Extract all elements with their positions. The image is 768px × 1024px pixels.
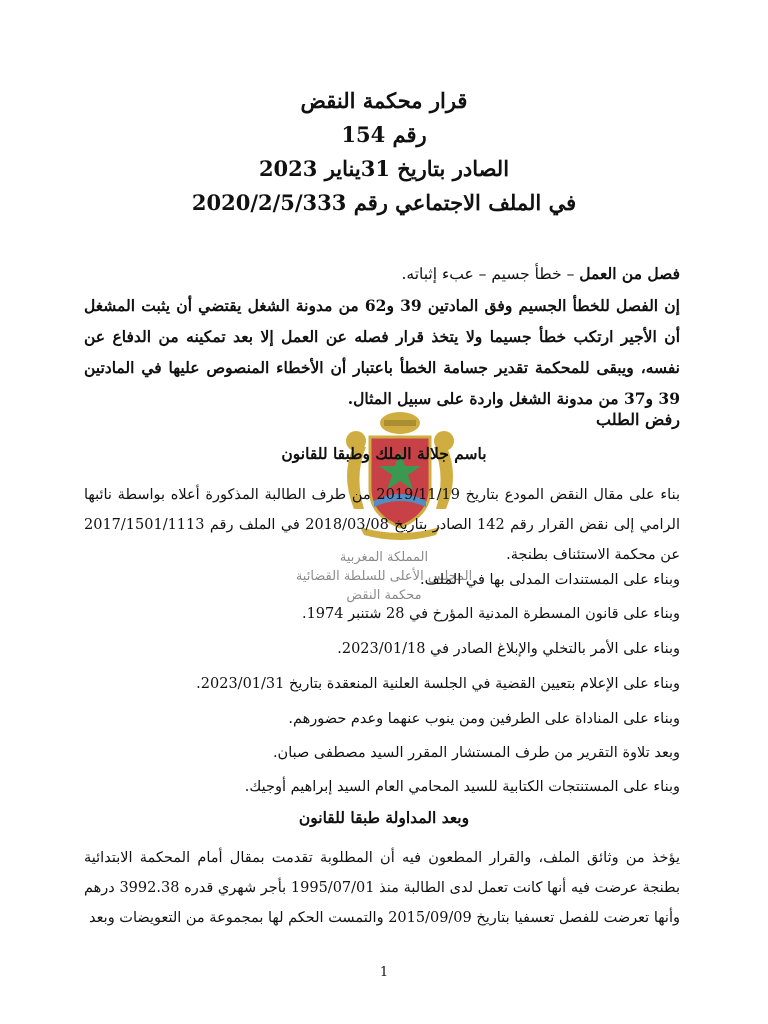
summary-keywords	[84, 258, 680, 290]
recital-cassation-request: بناء على مقال النقض المودع بتاريخ 2019/11/19 من طرف الطالبة المذكورة أعلاه بواسطة نائبها الرامي إلى نقض القرار رقم 142 الصادر بتاريخ 2018/03/08 في الملف رقم 2017/1501/1113 عن محكمة الاستئناف بطنجة.	[84, 487, 680, 563]
recital-civil-procedure: وبناء على قانون المسطرة المدنية المؤرخ في 28 شتنبر 1974.	[301, 606, 680, 622]
recital-documents: وبناء على المستندات المدلى بها في الملف.	[420, 572, 680, 588]
heading-in-the-name-of-the-king: باسم جلالة الملك وطبقا للقانون	[281, 444, 487, 463]
recital-summoning-parties: وبناء على المناداة على الطرفين ومن ينوب عنهما وعدم حضورهم.	[288, 711, 680, 727]
recital-hearing-notice: وبناء على الإعلام بتعيين القضية في الجلسة العلنية المنعقدة بتاريخ 2023/01/31.	[196, 676, 680, 692]
page-number: 1	[379, 965, 389, 980]
header-file-number: في الملف الاجتماعي رقم 2020/2/5/333	[191, 190, 577, 215]
case-summary	[84, 258, 680, 414]
recital-advocate-general: وبناء على المستنتجات الكتابية للسيد المحامي العام السيد إبراهيم أوجيك.	[244, 779, 680, 795]
recital-rapporteur-report: وبعد تلاوة التقرير من طرف المستشار المقرر السيد مصطفى صبان.	[272, 745, 680, 761]
heading-deliberation: وبعد المداولة طبقا للقانون	[298, 808, 470, 827]
summary-keywords-bold: فصل من العمل	[579, 264, 680, 283]
decision-outcome: رفض الطلب	[596, 410, 680, 429]
header-court-decision: قرار محكمة النقض	[300, 88, 468, 113]
watermark-judicial-council: المجلس الأعلى للسلطة القضائية	[295, 569, 473, 584]
watermark-kingdom: المملكة المغربية	[339, 550, 429, 565]
summary-keywords-rest: – خطأ جسيم – عبء إثباته.	[401, 265, 580, 283]
recital-relinquishment-order: وبناء على الأمر بالتخلي والإبلاغ الصادر في 2023/01/18.	[337, 641, 680, 657]
watermark-court-of-cassation: محكمة النقض	[346, 588, 422, 603]
decision-header	[0, 84, 768, 220]
facts-paragraph: يؤخذ من وثائق الملف، والقرار المطعون فيه أن المطلوبة تقدمت بمقال أمام المحكمة الابتدائية بطنجة عرضت فيه أنها كانت تعمل لدى الطالبة منذ 1995/07/01 بأجر شهري قدره 3992.38 درهم وأنها تعرضت للفصل تعسفيا بتاريخ 2015/09/09 والتمست الحكم لها بمجموعة من التعويضات وبعد	[84, 850, 680, 926]
header-decision-date: الصادر بتاريخ 31يناير 2023	[258, 156, 510, 181]
summary-holding: إن الفصل للخطأ الجسيم وفق المادتين 39 و62 من مدونة الشغل يقتضي أن يثبت المشغل أن الأجير ارتكب خطأ جسيما ولا يتخذ قرار فصله عن العمل إلا بعد تمكينه من الدفاع عن نفسه، ويبقى للمحكمة تقدير جسامة الخطأ باعتبار أن الأخطاء المنصوص عليها في المادتين 39 و37 من مدونة الشغل واردة على سبيل المثال.	[84, 296, 680, 408]
header-decision-number: رقم 154	[341, 122, 427, 147]
